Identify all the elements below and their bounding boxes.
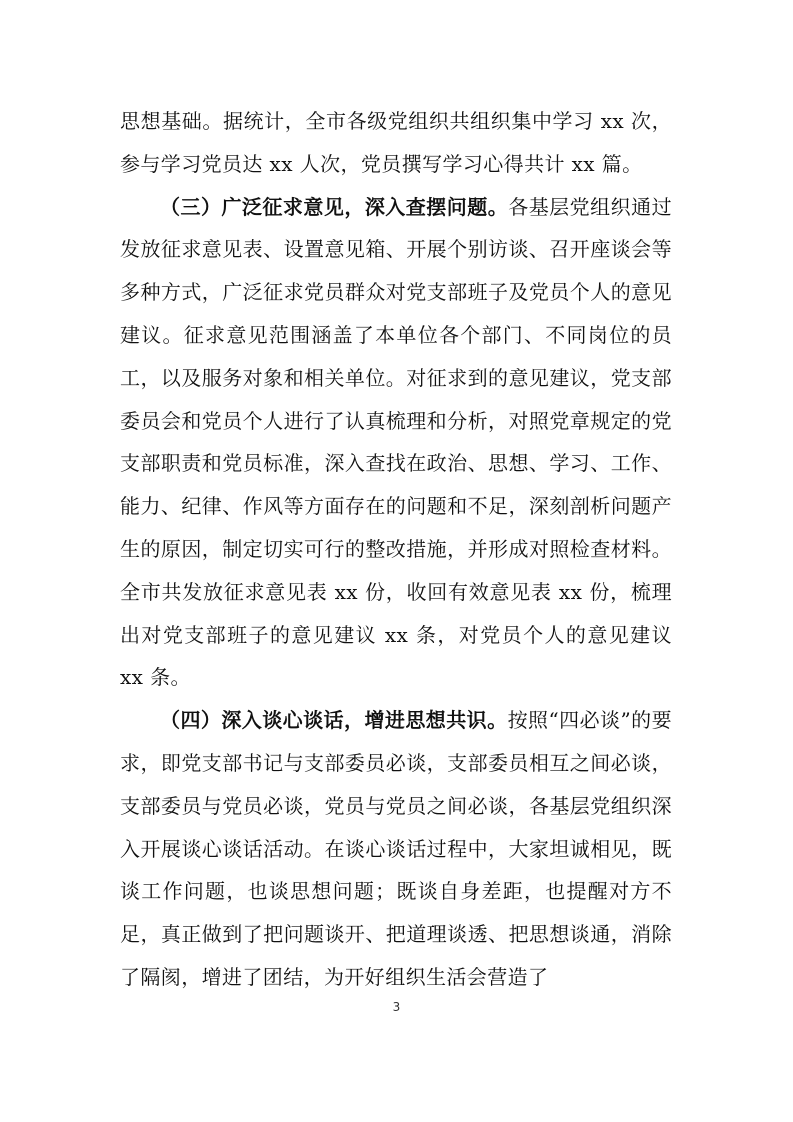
paragraph-section-three: [120, 186, 672, 700]
section-heading-four: （四）深入谈心谈话，增进思想共识。: [160, 708, 508, 733]
page-number: 3: [392, 1000, 401, 1014]
document-page: [120, 100, 672, 999]
paragraph-text: 各基层党组织通过发放征求意见表、设置意见箱、开展个别访谈、召开座谈会等多种方式，广泛征求党员群众对党支部班子及党员个人的意见建议。征求意见范围涵盖了本单位各个部门、不同岗位的员工，以及服务对象和相关单位。对征求到的意见建议，党支部委员会和党员个人进行了认真梳理和分析，对照党章规定的党支部职责和党员标准，深入查找在政治、思想、学习、工作、能力、纪律、作风等方面存在的问题和不足，深刻剖析问题产生的原因，制定切实可行的整改措施，并形成对照检查材料。全市共发放征求意见表 xx 份，收回有效意见表 xx 份，梳理出对党支部班子的意见建议 xx 条，对党员个人的意见建议 xx 条。: [120, 194, 672, 690]
paragraph-text: 思想基础。据统计，全市各级党组织共组织集中学习 xx 次，参与学习党员达 xx 人次，党员撰写学习心得共计 xx 篇。: [120, 109, 672, 176]
paragraph-section-four: [120, 699, 672, 999]
section-heading-three: （三）广泛征求意见，深入查摆问题。: [160, 194, 509, 219]
paragraph-text: 按照“四必谈”的要求，即党支部书记与支部委员必谈，支部委员相互之间必谈，支部委员与党员必谈，党员与党员之间必谈，各基层党组织深入开展谈心谈话活动。在谈心谈话过程中，大家坦诚相见，既谈工作问题，也谈思想问题；既谈自身差距，也提醒对方不足，真正做到了把问题谈开、把道理谈透、把思想谈通，消除了隔阂，增进了团结，为开好组织生活会营造了: [120, 708, 672, 989]
paragraph-continuation: [120, 100, 672, 186]
